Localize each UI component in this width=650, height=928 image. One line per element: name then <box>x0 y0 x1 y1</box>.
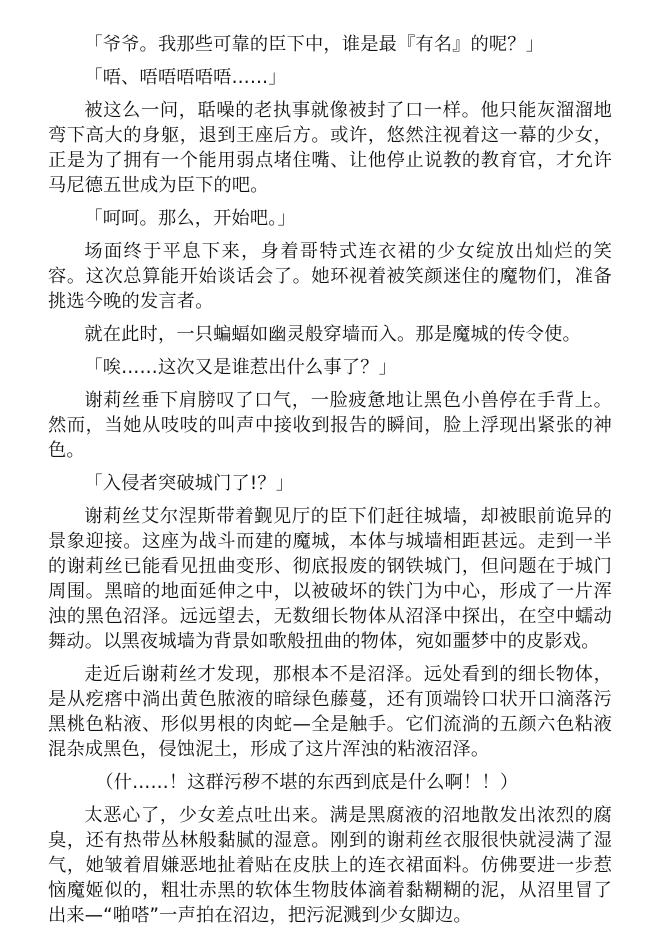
dialogue-sigh: 「唉……这次又是谁惹出什么事了？」 <box>84 357 397 378</box>
narration-castle-gate: 谢莉丝艾尔涅斯带着觐见厅的臣下们赶往城墙，却被眼前诡异的景象迎接。这座为战斗而建的魔城，本体与城墙相距甚远。走到一半的谢莉丝已能看见扭曲变形、彻底报废的钢铁城门，但问题在于城门周围。黑暗的地面延伸之中，以被破坏的铁门为中心，形成了一片浑浊的黑色沼泽。远远望去，无数细长物体从沼泽中探出，在空中蠕动舞动。以黑夜城墙为背景如歌般扭曲的物体，宛如噩梦中的皮影戏。 <box>48 506 612 652</box>
narration-girl-smiles: 场面终于平息下来，身着哥特式连衣裙的少女绽放出灿烂的笑容。这次总算能开始谈话会了。她环视着被笑颜迷住的魔物们，准备挑选今晚的发言者。 <box>48 241 612 312</box>
narration-swamp-stench: 太恶心了，少女差点吐出来。满是黑腐液的沼地散发出浓烈的腐臭，还有热带丛林般黏腻的湿意。刚到的谢莉丝衣服很快就浸满了湿气，她皱着眉嫌恶地扯着贴在皮肤上的连衣裙面料。仿佛要进一步惹恼魔姬似的，粗壮赤黑的软体生物肢体滴着黏糊糊的泥，从沼里冒了出来—“啪嗒”一声拍在沼边，把污泥溅到少女脚边。 <box>48 805 612 926</box>
dialogue-ask-grandpa: 「爷爷。我那些可靠的臣下中，谁是最『有名』的呢？」 <box>84 34 545 55</box>
dialogue-butler-mumble: 「唔、唔唔唔唔唔……」 <box>84 67 287 88</box>
narration-bat-messenger: 就在此时，一只蝙蝠如幽灵般穿墙而入。那是魔城的传令使。 <box>84 324 581 345</box>
narration-tentacle-swamp: 走近后谢莉丝才发现，那根本不是沼泽。远处看到的细长物体，是从疙瘩中淌出黄色脓液的暗绿色藤蔓，还有顶端铃口状开口滴落污黑桃色粘液、形似男根的肉蛇—全是触手。它们流淌的五颜六色粘液混杂成黑色，侵蚀泥土，形成了这片浑浊的粘液沼泽。 <box>48 664 612 760</box>
dialogue-intruder-alert: 「入侵者突破城门了!？」 <box>84 473 295 494</box>
dialogue-lets-begin: 「呵呵。那么，开始吧。」 <box>84 208 296 229</box>
narration-butler-retreats: 被这么一问，聒噪的老执事就像被封了口一样。他只能灰溜溜地弯下高大的身躯，退到王座后方。或许，悠然注视着这一幕的少女，正是为了拥有一个能用弱点堵住嘴、让他停止说教的教育官，才允许马尼德五世成为臣下的吧。 <box>48 100 612 196</box>
narration-report-received: 谢莉丝垂下肩膀叹了口气，一脸疲惫地让黑色小兽停在手背上。然而，当她从吱吱的叫声中接收到报告的瞬间，脸上浮现出紧张的神色。 <box>48 390 612 461</box>
inner-thought-disgust: （什……！这群污秽不堪的东西到底是什么啊！！） <box>95 772 519 793</box>
